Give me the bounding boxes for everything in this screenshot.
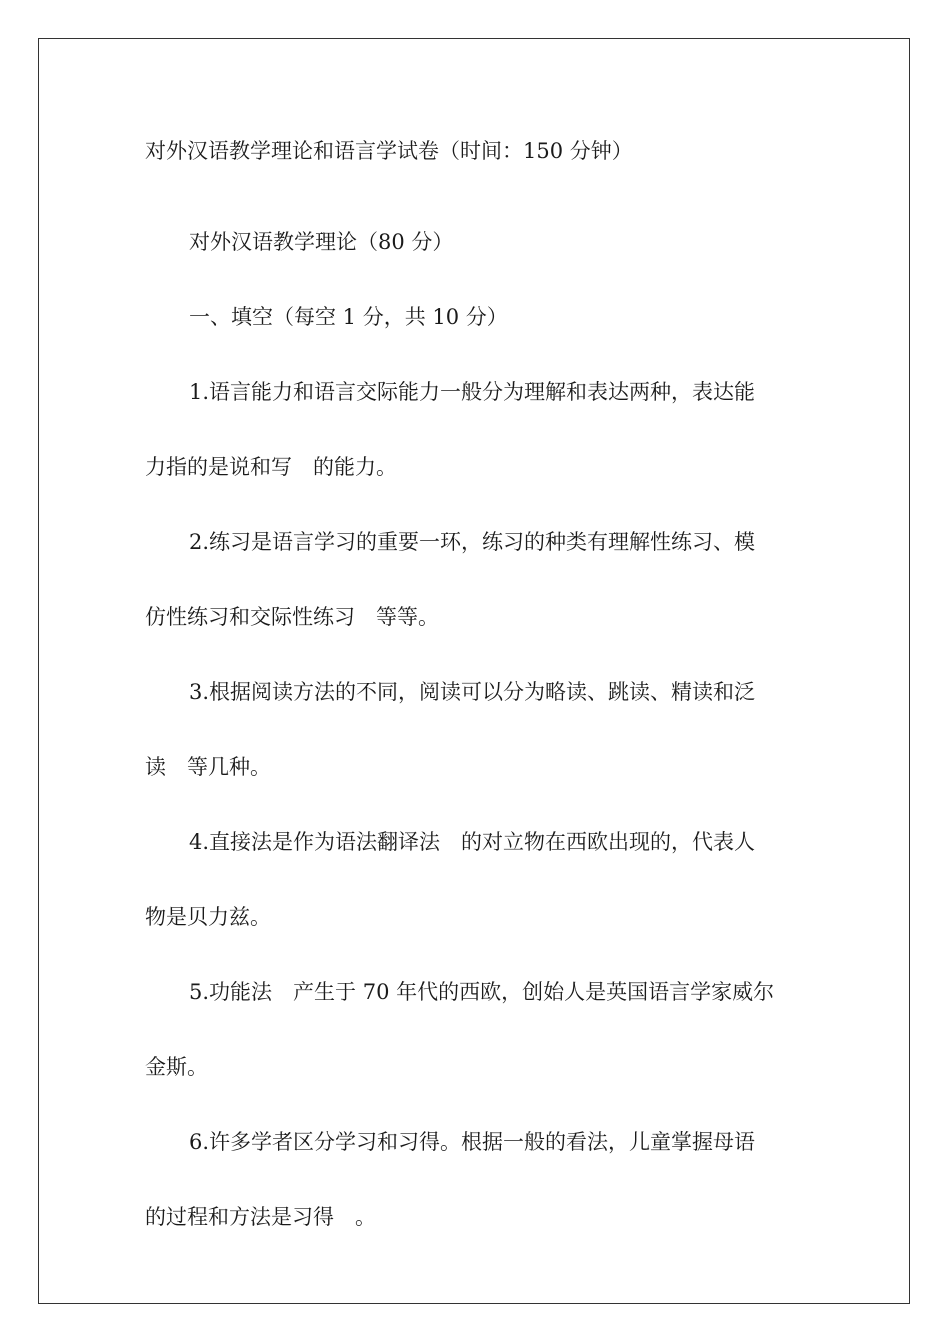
question-3-line-1: 3.根据阅读方法的不同，阅读可以分为略读、跳读、精读和泛: [189, 680, 756, 704]
question-3-line-2: 读 等几种。: [145, 755, 271, 779]
document-title: 对外汉语教学理论和语言学试卷（时间：150 分钟）: [145, 139, 633, 163]
part-title: 一、填空（每空 1 分，共 10 分）: [189, 305, 508, 329]
question-5-line-1: 5.功能法 产生于 70 年代的西欧，创始人是英国语言学家威尔: [189, 980, 775, 1004]
question-6-line-2: 的过程和方法是习得 。: [145, 1205, 376, 1229]
question-1-line-2: 力指的是说和写 的能力。: [145, 455, 397, 479]
section-title: 对外汉语教学理论（80 分）: [189, 230, 454, 254]
question-2-line-1: 2.练习是语言学习的重要一环，练习的种类有理解性练习、模: [189, 530, 756, 554]
question-4-line-1: 4.直接法是作为语法翻译法 的对立物在西欧出现的，代表人: [189, 830, 756, 854]
question-5-line-2: 金斯。: [145, 1055, 208, 1079]
question-6-line-1: 6.许多学者区分学习和习得。根据一般的看法，儿童掌握母语: [189, 1130, 756, 1154]
question-1-line-1: 1.语言能力和语言交际能力一般分为理解和表达两种，表达能: [189, 380, 756, 404]
question-2-line-2: 仿性练习和交际性练习 等等。: [145, 605, 439, 629]
document-body: [145, 130, 805, 1255]
question-4-line-2: 物是贝力兹。: [145, 905, 271, 929]
